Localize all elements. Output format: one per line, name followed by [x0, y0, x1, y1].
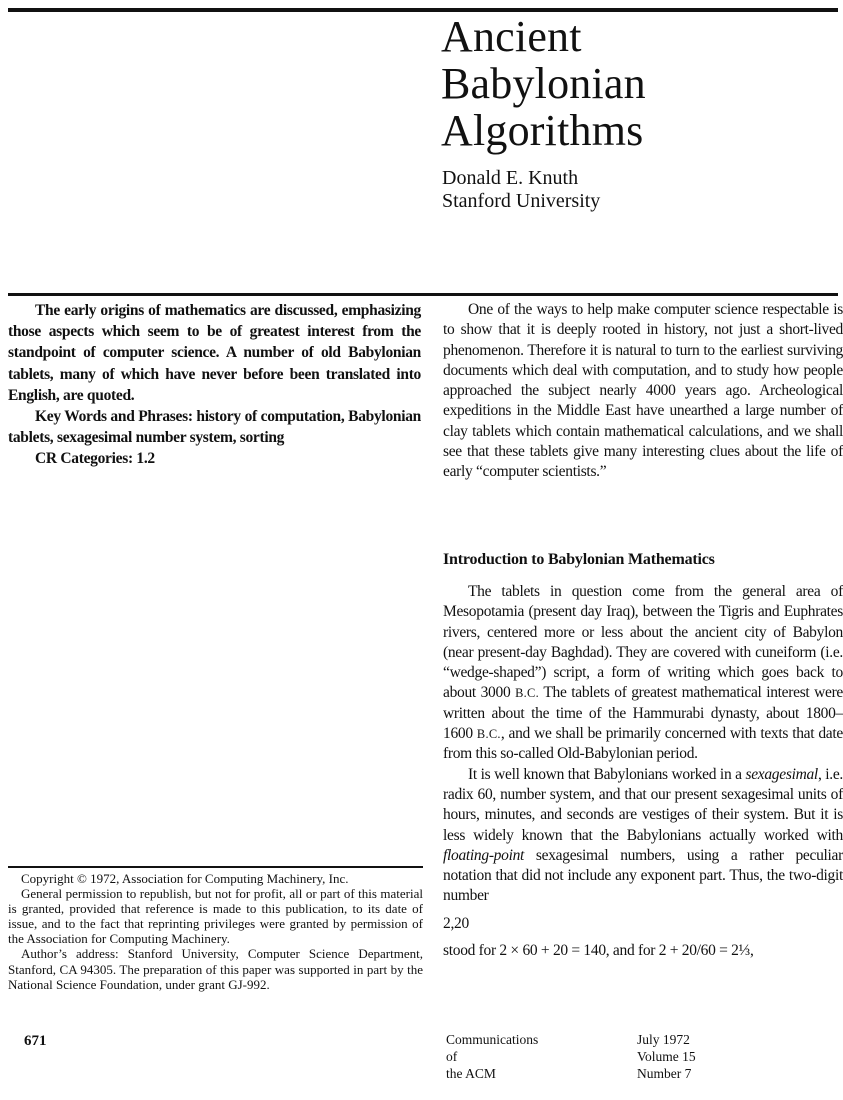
journal-name — [446, 1031, 538, 1083]
issue-date: July 1972 — [637, 1032, 690, 1047]
sexagesimal-paragraph: It is well known that Babylonians worked in a sexagesimal, i.e. radix 60, number system, and that our present sexagesimal units of hours, minutes, and seconds are vestiges of their system. But it is less widely known that the Babylonians actually worked with floating-point sexagesimal numbers, using a rather peculiar notation that did not include any exponent part. Thus, the two-digit number — [443, 765, 843, 905]
issue-volume: Volume 15 — [637, 1049, 696, 1065]
top-rule — [8, 8, 838, 12]
author-name: Donald E. Knuth — [442, 167, 579, 189]
footnote-permission: General permission to republish, but not for profit, all or part of this material is granted, provided that reference is made to this publication, to its date of issue, and to the fact that reprinting privileges were granted by permission of the Association for Computing Machinery. — [8, 886, 423, 947]
journal-line-1: Communications — [446, 1032, 539, 1047]
intro-paragraph: One of the ways to help make computer science respectable is to show that it is deeply rooted in history, not just a short-lived phenomenon. Therefore it is natural to turn to the earliest surviving documents which deal with computation, and to study how people approached the subject nearly 4000 years ago. Archeological expeditions in the Middle East have unearthed a large number of clay tablets which contain mathematical calculations, and we shall see that these tablets give many interesting clues about the life of early “computer scientists.” — [443, 301, 843, 481]
keywords-paragraph: Key Words and Phrases: history of computation, Babylonian tablets, sexagesimal number system, sorting — [8, 408, 421, 447]
section-heading: Introduction to Babylonian Mathematics — [443, 551, 715, 568]
byline — [442, 167, 600, 213]
abstract-paragraph: The early origins of mathematics are discussed, emphasizing those aspects which seem to be of greatest interest from the standpoint of computer science. A number of old Babylonian tablets, many of which have never before been translated into English, are quoted. — [8, 302, 421, 404]
copyright-footnote — [8, 871, 423, 992]
section-body — [443, 582, 843, 961]
abstract — [8, 300, 421, 470]
footnote-rule — [8, 866, 423, 868]
tablets-paragraph: The tablets in question come from the general area of Mesopotamia (present day Iraq), between the Tigris and Euphrates rivers, centered more or less about the ancient city of Babylon (near present-day Baghdad). They are covered with cuneiform (i.e. “wedge-shaped”) script, a form of writing which goes back to about 3000 B.C. The tablets of greatest mathematical interest were written about the time of the Hammurabi dynasty, about 1800–1600 B.C., and we shall be primarily concerned with texts that date from this so-called Old-Babylonian period. — [443, 583, 843, 763]
issue-number: Number 7 — [637, 1066, 692, 1082]
title-line-2: Babylonian — [441, 59, 646, 108]
journal-line-2: of — [446, 1049, 458, 1065]
footnote-copyright: Copyright © 1972, Association for Computing Machinery, Inc. — [21, 871, 349, 886]
title-line-3: Algorithms — [441, 106, 644, 155]
author-affiliation: Stanford University — [442, 190, 601, 212]
cr-categories: CR Categories: 1.2 — [35, 450, 155, 468]
issue-info — [637, 1031, 696, 1083]
display-number: 2,20 — [443, 914, 469, 932]
page-number: 671 — [24, 1033, 47, 1049]
paper-title — [441, 13, 646, 154]
footnote-address: Author’s address: Stanford University, Computer Science Department, Stanford, CA 94305. The preparation of this paper was supported in part by the National Science Foundation, under grant GJ-992. — [8, 946, 423, 992]
columns-top-rule — [8, 293, 838, 296]
value-paragraph: stood for 2 × 60 + 20 = 140, and for 2 + 20/60 = 2⅓, — [443, 942, 754, 960]
title-line-1: Ancient — [441, 12, 582, 61]
journal-line-3: the ACM — [446, 1066, 496, 1082]
